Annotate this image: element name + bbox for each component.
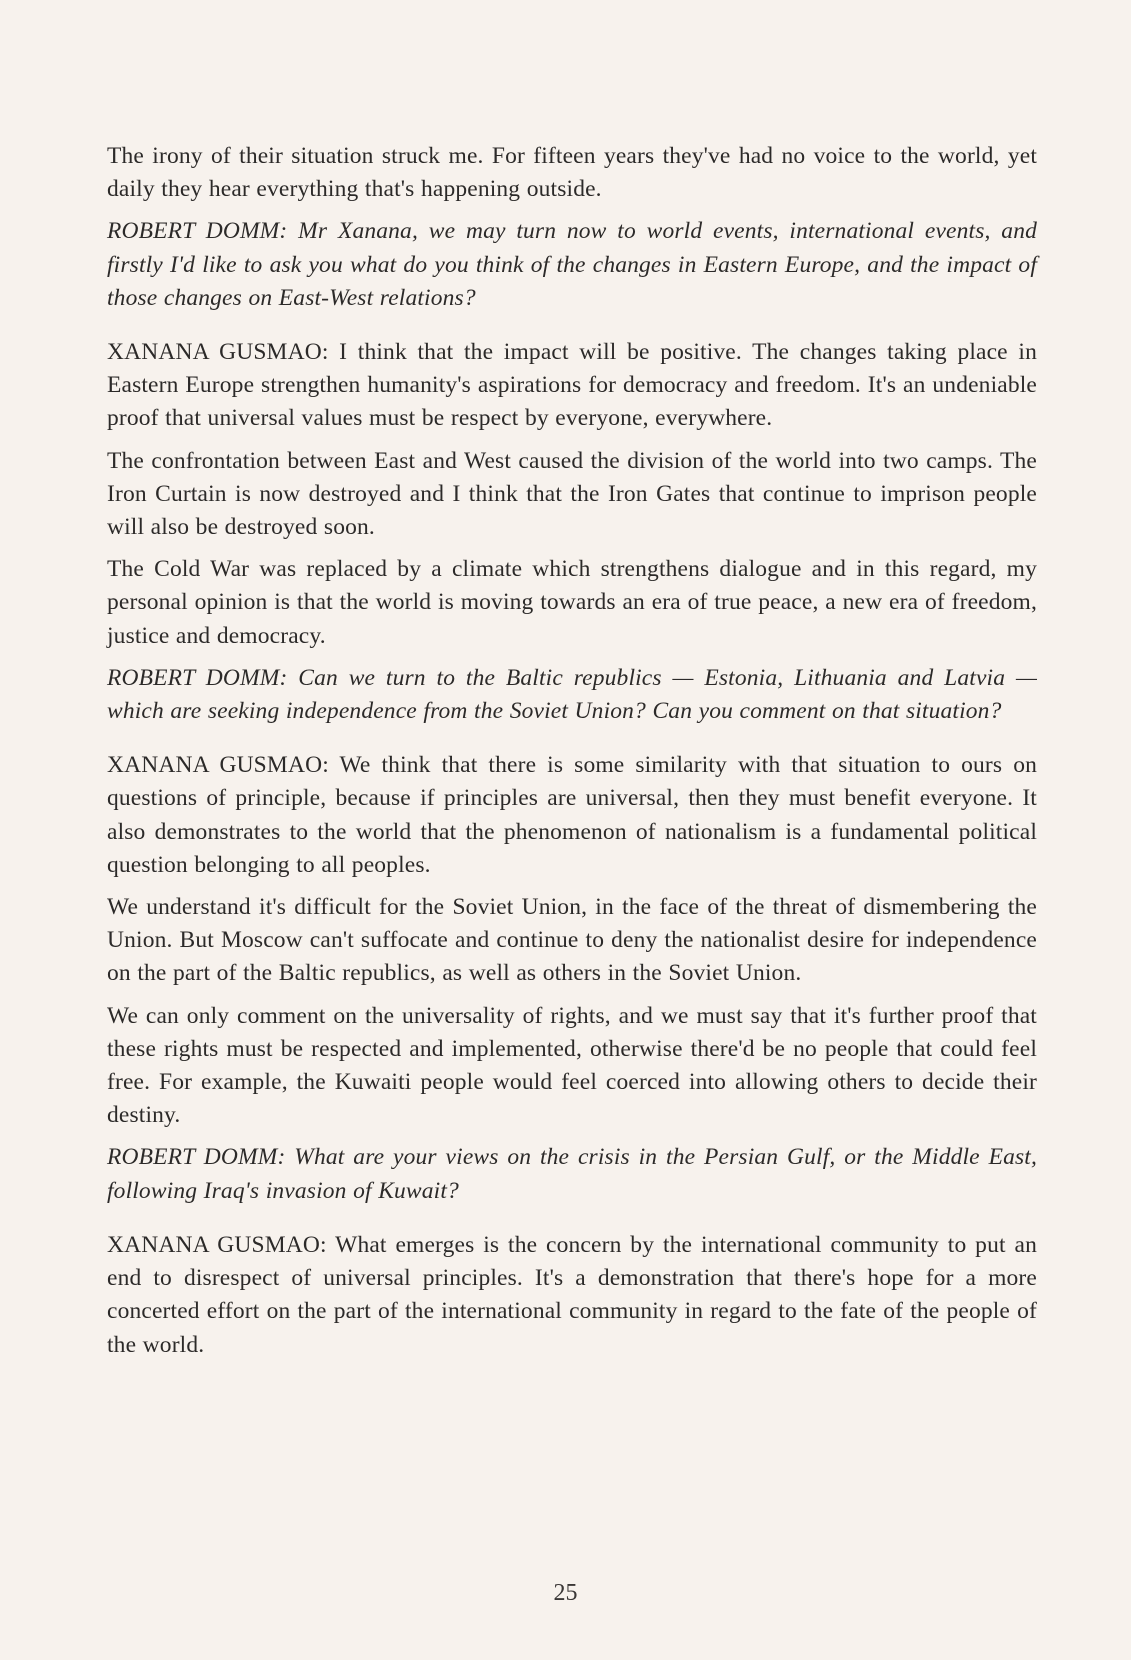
- narrative-paragraph: The irony of their situation struck me. For fifteen years they've had no voice to the world, yet daily they hear everything that's happening outside.: [107, 143, 1037, 203]
- interviewer-question: ROBERT DOMM: Can we turn to the Baltic republics — Estonia, Lithuania and Latvia — which are seeking independence from the Soviet Union? Can you comment on that situation?: [107, 664, 1037, 725]
- interviewee-answer: XANANA GUSMAO: We think that there is some similarity with that situation to ours on questions of principle, because if principles are universal, then they must benefit everyone. It also demonstrates to the world that the phenomenon of nationalism is a fundamental political question belonging to all peoples.: [107, 752, 1037, 878]
- body-text: [107, 140, 1037, 1362]
- answer-paragraph: The confrontation between East and West caused the division of the world into two camps. The Iron Curtain is now destroyed and I think that the Iron Gates that continue to imprison people will also be destroyed soon.: [107, 447, 1037, 541]
- answer-paragraph: We can only comment on the universality of rights, and we must say that it's further proof that these rights must be respected and implemented, otherwise there'd be no people that could feel free. For example, the Kuwaiti people would feel coerced into allowing others to decide their destiny.: [107, 1002, 1037, 1129]
- interviewee-answer: XANANA GUSMAO: I think that the impact will be positive. The changes taking place in Eastern Europe strengthen humanity's aspirations for democracy and freedom. It's an undeniable proof that universal values must be respect by everyone, everywhere.: [107, 339, 1037, 432]
- answer-paragraph: The Cold War was replaced by a climate which strengthens dialogue and in this regard, my personal opinion is that the world is moving towards an era of true peace, a new era of freedom, justice and democracy.: [107, 556, 1037, 649]
- interviewer-question: ROBERT DOMM: What are your views on the crisis in the Persian Gulf, or the Middle East, following Iraq's invasion of Kuwait?: [107, 1144, 1037, 1204]
- interviewee-answer: XANANA GUSMAO: What emerges is the concern by the international community to put an end to disrespect of universal principles. It's a demonstration that there's hope for a more concerted effort on the part of the international community in regard to the fate of the people of the world.: [107, 1231, 1037, 1358]
- answer-paragraph: We understand it's difficult for the Soviet Union, in the face of the threat of dismembering the Union. But Moscow can't suffocate and continue to deny the nationalist desire for independence on the part of the Baltic republics, as well as others in the Soviet Union.: [107, 894, 1037, 987]
- interviewer-question: ROBERT DOMM: Mr Xanana, we may turn now to world events, international events, and firstly I'd like to ask you what do you think of the changes in Eastern Europe, and the impact of those changes on East-West relations?: [107, 218, 1037, 311]
- page-number: 25: [553, 1580, 578, 1606]
